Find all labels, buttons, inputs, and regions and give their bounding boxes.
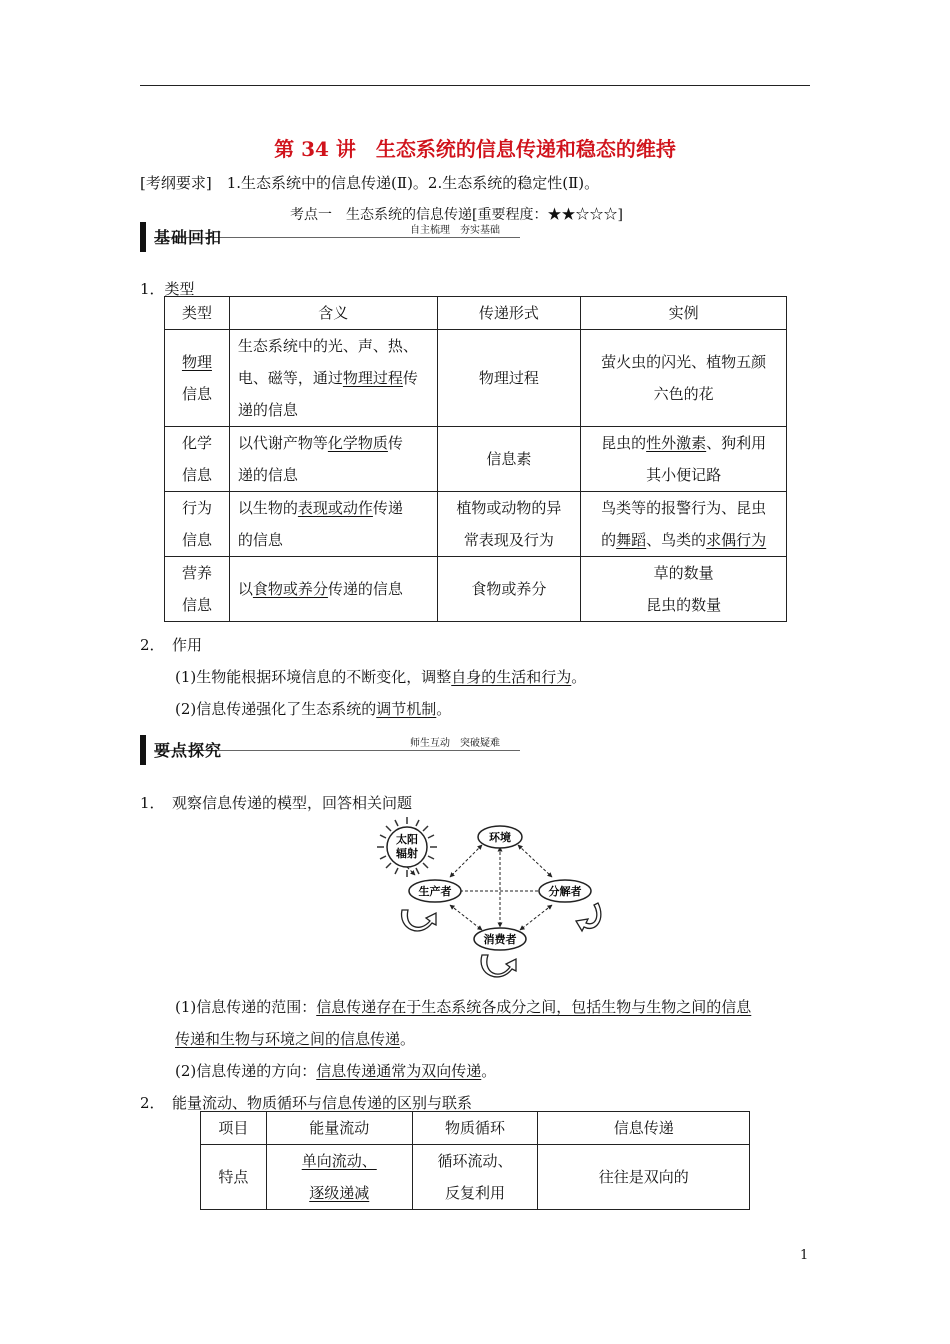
function-point-2 [175, 698, 451, 719]
section-subtitle: 师生互动 突破疑难 [410, 738, 500, 749]
consumer-label: 消费者 [483, 933, 517, 946]
consumer-loop-arrow [481, 955, 516, 977]
meaning-cell [229, 427, 437, 492]
info-types-table [164, 296, 787, 622]
underlined-answer: 自身的生活和行为 [451, 668, 572, 686]
header-cell: 物质循环 [412, 1112, 538, 1145]
meaning-underlined: 食物或养分 [252, 580, 328, 598]
example-cell [581, 330, 787, 427]
table-row [165, 427, 787, 492]
meaning-text: 传 [402, 369, 418, 387]
row-label-cell: 特点 [201, 1145, 267, 1210]
decomposer-label: 分解者 [548, 885, 582, 898]
meaning-cell [229, 330, 437, 427]
text: 。 [481, 1062, 497, 1080]
meaning-underlined: 物理过程 [342, 369, 403, 387]
example-text: 鸟类等的报警行为、昆虫 [601, 499, 767, 517]
producer-label: 生产者 [418, 885, 452, 898]
type-text: 物理 [181, 353, 212, 371]
example-cell [581, 427, 787, 492]
text: (2)信息传递强化了生态系统的 [175, 700, 377, 718]
type-cell [165, 427, 230, 492]
type-cell [165, 557, 230, 622]
section-subtitle: 自主梳理 夯实基础 [410, 225, 500, 236]
section-marker [140, 222, 146, 252]
matter-text: 反复利用 [444, 1184, 505, 1202]
header-cell: 传递形式 [437, 297, 581, 330]
section-bar-yaodian [140, 735, 520, 765]
arrow-env-producer [450, 845, 482, 877]
example-text: 草的数量 [653, 564, 714, 582]
text: 。 [571, 668, 587, 686]
env-label: 环境 [489, 831, 511, 844]
meaning-underlined: 化学物质 [327, 434, 388, 452]
meaning-text: 递的信息 [237, 466, 298, 484]
form-cell: 物理过程 [437, 330, 581, 427]
header-cell: 类型 [165, 297, 230, 330]
meaning-text: 递的信息 [237, 401, 298, 419]
example-cell [581, 557, 787, 622]
function-point-1 [175, 666, 586, 687]
scope-point-line1 [175, 996, 751, 1017]
item-function-title: 2． 作用 [140, 636, 203, 654]
table-row [165, 557, 787, 622]
meaning-text: 以代谢产物等 [237, 434, 328, 452]
meaning-text: 传递 [372, 499, 403, 517]
example-underlined: 求偶行为 [706, 531, 767, 549]
table-header-row [201, 1112, 750, 1145]
meaning-text: 传 [387, 434, 403, 452]
meaning-text: 生态系统中的光、声、热、 [237, 337, 418, 355]
meaning-text: 的信息 [237, 531, 283, 549]
energy-text: 逐级递减 [309, 1184, 370, 1202]
section-bar-jichu [140, 222, 520, 252]
type-text: 营养 [181, 564, 212, 582]
energy-cell [266, 1145, 412, 1210]
decomposer-loop-arrow [576, 903, 601, 931]
scope-point-line2 [175, 1028, 415, 1049]
example-text: 、鸟类的 [646, 531, 707, 549]
table-row [165, 492, 787, 557]
table-row [201, 1145, 750, 1210]
header-cell: 能量流动 [266, 1112, 412, 1145]
example-text: 萤火虫的闪光、植物五颜 [601, 353, 767, 371]
underlined-answer: 传递和生物与环境之间的信息传递 [175, 1030, 401, 1048]
info-transfer-diagram [370, 815, 620, 980]
type-text: 信息 [181, 466, 212, 484]
underlined-answer: 信息传递通常为双向传递 [316, 1062, 482, 1080]
meaning-text: 以生物的 [237, 499, 298, 517]
sun-label: 太阳 [396, 833, 418, 846]
kaodian-heading: 考点一 生态系统的信息传递[重要程度：★★☆☆☆] [290, 207, 623, 223]
item-compare-title: 2． 能量流动、物质循环与信息传递的区别与联系 [140, 1094, 473, 1112]
example-text: 、狗利用 [706, 434, 767, 452]
example-text: 的 [601, 531, 617, 549]
meaning-text: 以 [237, 580, 253, 598]
energy-text: 单向流动、 [301, 1152, 377, 1170]
exam-requirement: [考纲要求] 1.生态系统中的信息传递(Ⅱ)。2.生态系统的稳定性(Ⅱ)。 [140, 174, 600, 192]
table-header-row [165, 297, 787, 330]
text: 。 [400, 1030, 416, 1048]
header-cell: 含义 [229, 297, 437, 330]
meaning-text: 电、磁等，通过 [237, 369, 343, 387]
example-underlined: 舞蹈 [616, 531, 647, 549]
meaning-underlined: 表现或动作 [297, 499, 373, 517]
top-rule [140, 85, 810, 86]
info-cell: 往往是双向的 [538, 1145, 750, 1210]
header-cell: 项目 [201, 1112, 267, 1145]
matter-text: 循环流动、 [437, 1152, 513, 1170]
form-cell [437, 492, 581, 557]
form-cell: 食物或养分 [437, 557, 581, 622]
type-text: 信息 [181, 385, 212, 403]
section-marker [140, 735, 146, 765]
matter-cell [412, 1145, 538, 1210]
header-cell: 实例 [581, 297, 787, 330]
arrow-producer-consumer [450, 905, 482, 930]
sun-label: 辐射 [396, 847, 418, 860]
item-type-title: 1．类型 [140, 280, 195, 298]
direction-point [175, 1060, 496, 1081]
type-text: 信息 [181, 531, 212, 549]
producer-loop-arrow [402, 910, 436, 931]
meaning-cell [229, 492, 437, 557]
header-cell: 信息传递 [538, 1112, 750, 1145]
page-title: 第 34 讲 生态系统的信息传递和稳态的维持 [274, 137, 676, 161]
arrow-env-decomposer [518, 845, 552, 877]
example-text: 昆虫的 [601, 434, 647, 452]
table-row [165, 330, 787, 427]
meaning-text: 传递的信息 [327, 580, 403, 598]
type-text: 信息 [181, 596, 212, 614]
text: 。 [436, 700, 452, 718]
type-cell [165, 330, 230, 427]
form-text: 植物或动物的异 [456, 499, 562, 517]
type-text: 化学 [181, 434, 212, 452]
form-cell: 信息素 [437, 427, 581, 492]
page-number: 1 [800, 1248, 809, 1263]
underlined-answer: 调节机制 [376, 700, 437, 718]
text: (2)信息传递的方向： [175, 1062, 317, 1080]
comparison-table [200, 1111, 750, 1210]
example-text: 其小便记路 [646, 466, 722, 484]
example-text: 六色的花 [653, 385, 714, 403]
underlined-answer: 信息传递存在于生态系统各成分之间，包括生物与生物之间的信息 [316, 998, 752, 1016]
type-cell [165, 492, 230, 557]
section-label: 要点探究 [154, 741, 223, 760]
arrow-sun-producer [407, 867, 415, 875]
item-model-title: 1． 观察信息传递的模型，回答相关问题 [140, 794, 413, 812]
meaning-cell [229, 557, 437, 622]
arrow-decomposer-consumer [520, 905, 552, 930]
type-text: 行为 [181, 499, 212, 517]
example-text: 昆虫的数量 [646, 596, 722, 614]
text: (1)生物能根据环境信息的不断变化，调整 [175, 668, 452, 686]
section-label: 基础回扣 [154, 228, 223, 247]
example-underlined: 性外激素 [646, 434, 707, 452]
example-cell [581, 492, 787, 557]
form-text: 常表现及行为 [463, 531, 554, 549]
text: (1)信息传递的范围： [175, 998, 317, 1016]
